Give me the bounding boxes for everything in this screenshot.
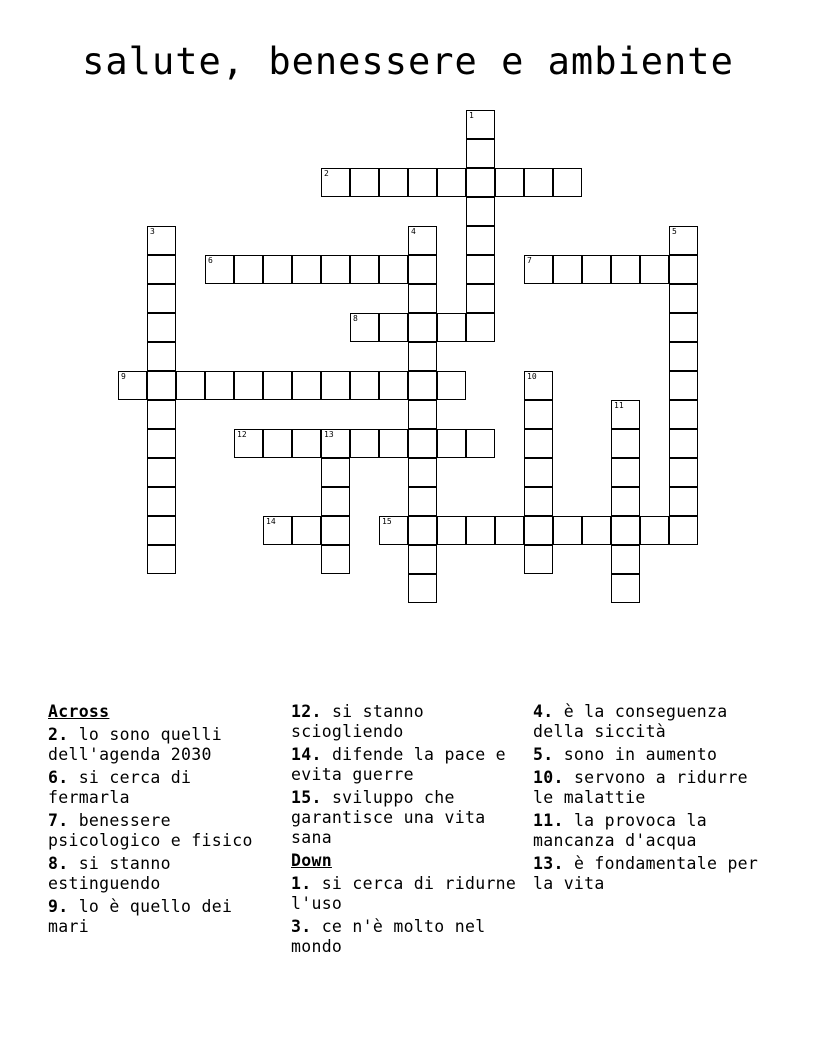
cell-number: 3 [150,227,155,236]
grid-cell[interactable] [582,516,611,545]
grid-cell[interactable] [350,313,379,342]
grid-cell[interactable] [147,545,176,574]
clue-across-12 [291,702,526,742]
grid-cell[interactable] [408,429,437,458]
grid-cell[interactable] [350,371,379,400]
clue-number: 6. [48,768,69,787]
grid-cell[interactable] [524,545,553,574]
grid-cell[interactable] [524,429,553,458]
grid-cell[interactable] [640,516,669,545]
grid-cell[interactable] [466,110,495,139]
grid-cell[interactable] [611,255,640,284]
grid-cell[interactable] [466,313,495,342]
grid-cell[interactable] [640,255,669,284]
grid-cell[interactable] [147,458,176,487]
grid-cell[interactable] [669,429,698,458]
grid-cell[interactable] [611,487,640,516]
grid-cell[interactable] [234,429,263,458]
cell-number: 15 [382,517,392,526]
grid-cell[interactable] [321,168,350,197]
grid-cell[interactable] [437,313,466,342]
grid-cell[interactable] [408,574,437,603]
grid-cell[interactable] [553,168,582,197]
grid-cell[interactable] [234,255,263,284]
clue-number: 12. [291,702,322,721]
grid-cell[interactable] [524,400,553,429]
cell-number: 5 [672,227,677,236]
grid-cell[interactable] [292,429,321,458]
grid-cell[interactable] [176,371,205,400]
grid-cell[interactable] [669,516,698,545]
cell-number: 1 [469,111,474,120]
clue-text: è fondamentale per la vita [533,854,759,893]
grid-cell[interactable] [263,255,292,284]
grid-cell[interactable] [321,255,350,284]
cell-number: 13 [324,430,334,439]
clue-number: 10. [533,768,564,787]
grid-cell[interactable] [466,168,495,197]
grid-cell[interactable] [611,574,640,603]
grid-cell[interactable] [321,545,350,574]
clue-text: sono in aumento [563,745,718,764]
puzzle-title: salute, benessere e ambiente [82,40,734,83]
grid-cell[interactable] [524,168,553,197]
grid-cell[interactable] [205,371,234,400]
grid-cell[interactable] [466,139,495,168]
clue-across-7 [48,811,283,851]
cell-number: 9 [121,372,126,381]
grid-cell[interactable] [524,255,553,284]
clue-text: difende la pace e evita guerre [291,745,506,784]
clue-across-8 [48,854,283,894]
clue-text: servono a ridurre le malattie [533,768,748,807]
grid-cell[interactable] [321,516,350,545]
grid-cell[interactable] [611,516,640,545]
grid-cell[interactable] [408,400,437,429]
grid-cell[interactable] [321,487,350,516]
clue-text: sviluppo che garantisce una vita sana [291,788,486,847]
clue-number: 5. [533,745,554,764]
clue-number: 13. [533,854,564,873]
grid-cell[interactable] [408,342,437,371]
grid-cell[interactable] [408,516,437,545]
cell-number: 10 [527,372,537,381]
grid-cell[interactable] [379,313,408,342]
grid-cell[interactable] [408,545,437,574]
grid-cell[interactable] [669,342,698,371]
grid-cell[interactable] [350,255,379,284]
grid-cell[interactable] [669,487,698,516]
clue-down-5 [533,745,773,765]
grid-cell[interactable] [553,255,582,284]
grid-cell[interactable] [669,255,698,284]
grid-cell[interactable] [408,168,437,197]
grid-cell[interactable] [553,516,582,545]
grid-cell[interactable] [321,371,350,400]
grid-cell[interactable] [292,371,321,400]
clue-number: 4. [533,702,554,721]
grid-cell[interactable] [466,284,495,313]
grid-cell[interactable] [379,255,408,284]
grid-cell[interactable] [379,371,408,400]
grid-cell[interactable] [466,197,495,226]
clue-text: si cerca di fermarla [48,768,192,807]
grid-cell[interactable] [408,226,437,255]
grid-cell[interactable] [466,429,495,458]
grid-cell[interactable] [669,284,698,313]
grid-cell[interactable] [147,284,176,313]
grid-cell[interactable] [147,255,176,284]
cell-number: 14 [266,517,276,526]
clue-text: lo sono quelli dell'agenda 2030 [48,725,222,764]
grid-cell[interactable] [292,516,321,545]
grid-cell[interactable] [147,342,176,371]
clue-text: si stanno sciogliendo [291,702,425,741]
grid-cell[interactable] [321,458,350,487]
grid-cell[interactable] [263,516,292,545]
grid-cell[interactable] [408,255,437,284]
grid-cell[interactable] [147,400,176,429]
grid-cell[interactable] [147,226,176,255]
grid-cell[interactable] [437,429,466,458]
grid-cell[interactable] [611,429,640,458]
clue-number: 1. [291,874,312,893]
clues-column-3 [533,702,773,897]
clue-number: 15. [291,788,322,807]
grid-cell[interactable] [495,516,524,545]
grid-cell[interactable] [147,371,176,400]
clue-down-10 [533,768,773,808]
clue-down-4 [533,702,773,742]
grid-cell[interactable] [524,487,553,516]
grid-cell[interactable] [321,429,350,458]
grid-cell[interactable] [147,516,176,545]
clue-across-15 [291,788,526,848]
grid-cell[interactable] [582,255,611,284]
grid-cell[interactable] [379,168,408,197]
clue-text: ce n'è molto nel mondo [291,917,486,956]
clue-text: lo è quello dei mari [48,897,233,936]
grid-cell[interactable] [524,371,553,400]
cell-number: 12 [237,430,247,439]
clues-column-2 [291,702,526,960]
clue-across-9 [48,897,283,937]
grid-cell[interactable] [263,429,292,458]
grid-cell[interactable] [466,226,495,255]
grid-cell[interactable] [437,168,466,197]
grid-cell[interactable] [524,458,553,487]
grid-cell[interactable] [524,516,553,545]
cell-number: 6 [208,256,213,265]
grid-cell[interactable] [408,284,437,313]
clue-number: 9. [48,897,69,916]
clue-text: si cerca di ridurne l'uso [291,874,517,913]
grid-cell[interactable] [408,458,437,487]
grid-cell[interactable] [234,371,263,400]
clue-across-2 [48,725,283,765]
grid-cell[interactable] [292,255,321,284]
grid-cell[interactable] [669,458,698,487]
grid-cell[interactable] [408,313,437,342]
clue-number: 2. [48,725,69,744]
grid-cell[interactable] [669,313,698,342]
grid-cell[interactable] [437,371,466,400]
down-heading: Down [291,851,332,870]
grid-cell[interactable] [350,168,379,197]
grid-cell[interactable] [263,371,292,400]
clue-down-11 [533,811,773,851]
clue-number: 11. [533,811,564,830]
grid-cell[interactable] [611,400,640,429]
clue-down-3 [291,917,526,957]
grid-cell[interactable] [379,516,408,545]
clue-text: è la conseguenza della siccità [533,702,728,741]
grid-cell[interactable] [147,313,176,342]
grid-cell[interactable] [466,516,495,545]
cell-number: 8 [353,314,358,323]
grid-cell[interactable] [669,226,698,255]
cell-number: 4 [411,227,416,236]
clue-across-14 [291,745,526,785]
grid-cell[interactable] [611,458,640,487]
clues-column-1 [48,702,283,940]
grid-cell[interactable] [379,429,408,458]
clue-down-1 [291,874,526,914]
grid-cell[interactable] [350,429,379,458]
grid-cell[interactable] [408,487,437,516]
grid-cell[interactable] [466,255,495,284]
grid-cell[interactable] [611,545,640,574]
cell-number: 2 [324,169,329,178]
clue-text: benessere psicologico e fisico [48,811,253,850]
grid-cell[interactable] [205,255,234,284]
grid-cell[interactable] [437,516,466,545]
grid-cell[interactable] [147,429,176,458]
grid-cell[interactable] [495,168,524,197]
grid-cell[interactable] [408,371,437,400]
across-heading: Across [48,702,110,721]
grid-cell[interactable] [147,487,176,516]
clue-number: 3. [291,917,312,936]
clue-number: 14. [291,745,322,764]
cell-number: 7 [527,256,532,265]
clue-down-13 [533,854,773,894]
grid-cell[interactable] [669,371,698,400]
clue-number: 7. [48,811,69,830]
clue-across-6 [48,768,283,808]
clue-text: si stanno estinguendo [48,854,171,893]
clue-text: la provoca la mancanza d'acqua [533,811,707,850]
cell-number: 11 [614,401,624,410]
clue-number: 8. [48,854,69,873]
grid-cell[interactable] [669,400,698,429]
grid-cell[interactable] [118,371,147,400]
